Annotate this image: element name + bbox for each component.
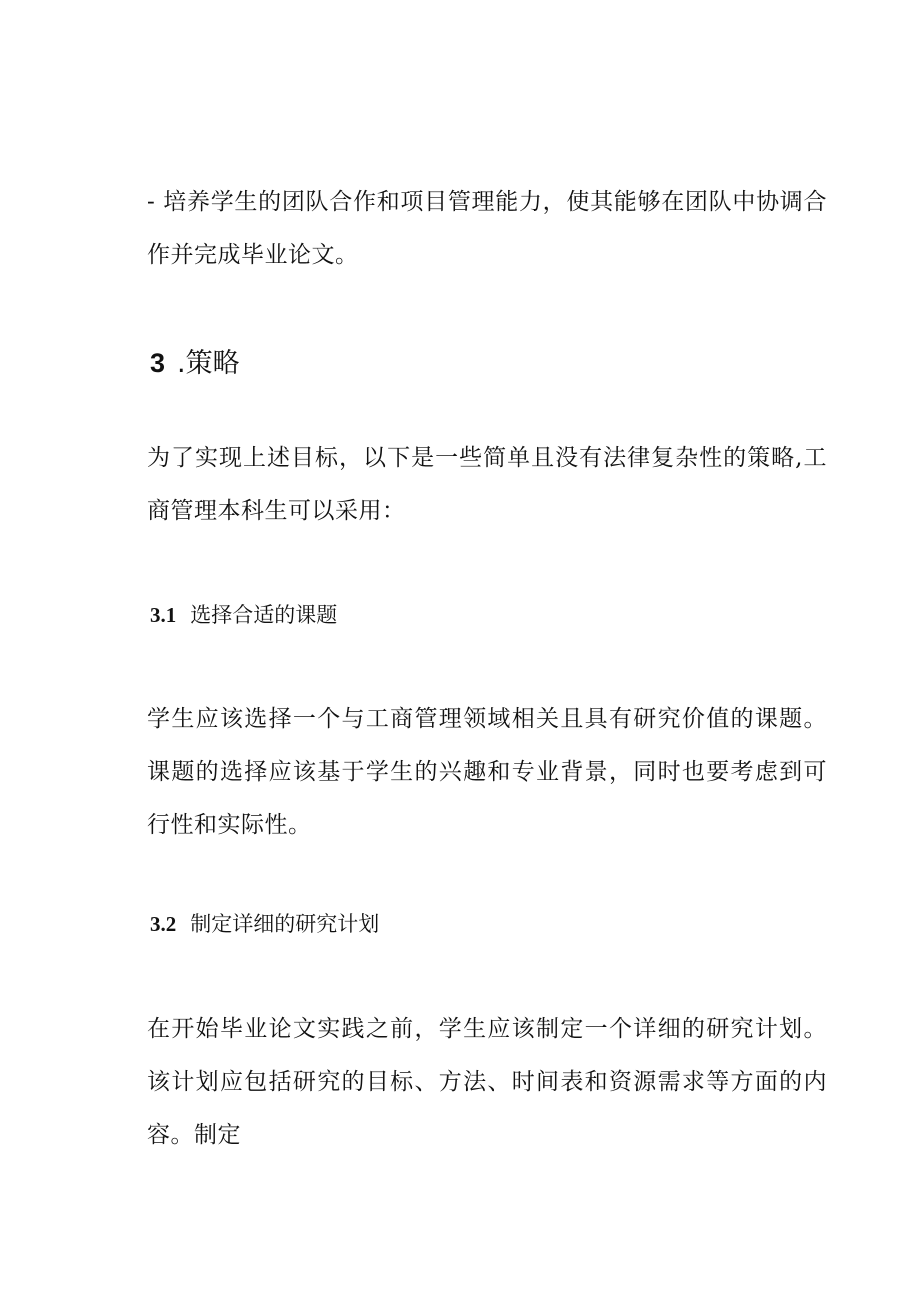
paragraph-text: 在开始毕业论文实践之前，学生应该制定一个详细的研究计划。该计划应包括研究的目标、方法、时间表和资源需求等方面的内容。制定: [147, 1016, 827, 1148]
paragraph-text: 学生应该选择一个与工商管理领域相关且具有研究价值的课题。课题的选择应该基于学生的兴趣和专业背景，同时也要考虑到可行性和实际性。: [147, 706, 827, 838]
paragraph-text: 为了实现上述目标，以下是一些简单且没有法律复杂性的策略,工商管理本科生可以采用：: [147, 445, 827, 524]
paragraph-text: - 培养学生的团队合作和项目管理能力，使其能够在团队中协调合作并完成毕业论文。: [147, 189, 827, 268]
subsection-heading-3-2: [150, 909, 379, 939]
paragraph-team-ability: [147, 176, 827, 282]
section-title: .策略: [177, 348, 240, 379]
paragraph-strategy-intro: [147, 432, 827, 538]
section-heading-strategy: [150, 345, 240, 382]
subsection-number: 3.1: [150, 603, 177, 627]
subsection-number: 3.2: [150, 912, 177, 936]
subsection-title: 选择合适的课题: [190, 603, 338, 627]
subsection-title: 制定详细的研究计划: [190, 912, 380, 936]
subsection-heading-3-1: [150, 600, 337, 630]
paragraph-topic-choice: [147, 693, 827, 852]
section-number: 3: [150, 348, 166, 378]
paragraph-research-plan: [147, 1003, 827, 1162]
